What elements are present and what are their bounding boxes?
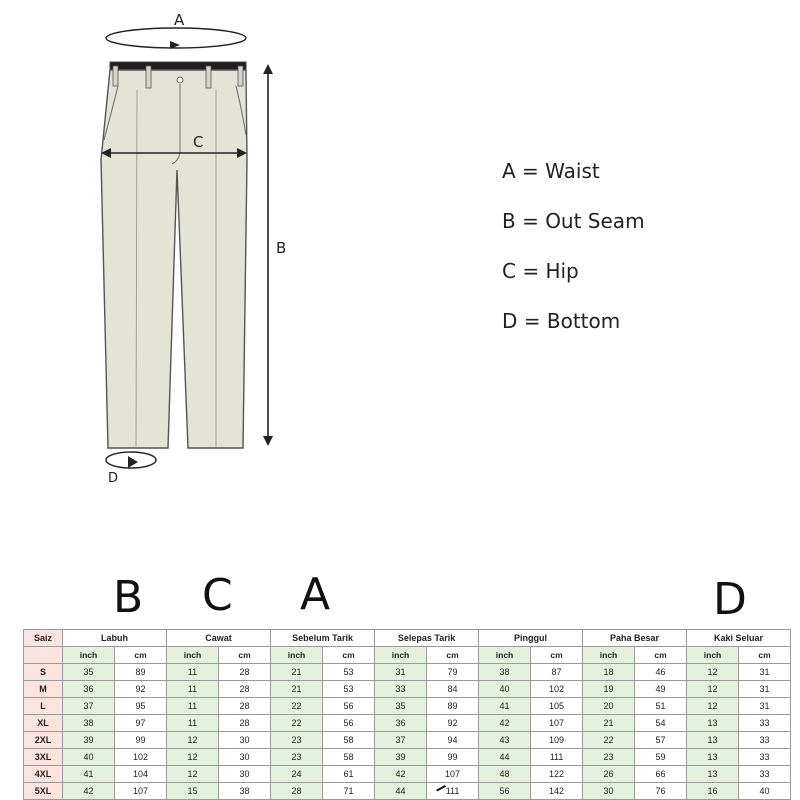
table-unit-header-row [24,647,791,664]
label-c: C [193,133,204,151]
inch-value-cell: 13 [687,732,739,749]
inch-value-cell: 19 [583,681,635,698]
cm-value-cell: 97 [115,715,167,732]
table-row [24,732,791,749]
header-pinggul: Pinggul [479,630,583,647]
cm-value-cell: 28 [219,681,271,698]
column-marker-b: B [113,572,144,623]
cm-value-cell: 30 [219,749,271,766]
pants-body [101,70,247,448]
inch-value-cell: 43 [479,732,531,749]
inch-value-cell: 42 [479,715,531,732]
inch-value-cell: 37 [375,732,427,749]
unit-cm: cm [323,647,375,664]
cm-value-cell: 38 [219,783,271,800]
cm-value-cell: 79 [427,664,479,681]
cm-value-cell: 99 [427,749,479,766]
inch-value-cell: 12 [167,749,219,766]
unit-inch: inch [479,647,531,664]
cm-value-cell: 71 [323,783,375,800]
cm-value-cell: 40 [739,783,791,800]
inch-value-cell: 18 [583,664,635,681]
inch-value-cell: 38 [63,715,115,732]
inch-value-cell: 40 [479,681,531,698]
column-marker-c: C [202,570,233,621]
cm-value-cell: 51 [635,698,687,715]
inch-value-cell: 12 [167,766,219,783]
inch-value-cell: 21 [583,715,635,732]
inch-value-cell: 21 [271,664,323,681]
header-sebelum-tarik: Sebelum Tarik [271,630,375,647]
legend-out-seam: B = Out Seam [502,209,645,233]
cm-value-cell: 33 [739,749,791,766]
label-d: D [108,471,119,486]
cm-value-cell: 109 [531,732,583,749]
inch-value-cell: 12 [687,698,739,715]
cm-value-cell: 102 [531,681,583,698]
cm-value-cell: 28 [219,698,271,715]
inch-value-cell: 33 [375,681,427,698]
inch-value-cell: 12 [687,681,739,698]
cm-value-cell: 31 [739,664,791,681]
size-cell: 2XL [24,732,63,749]
table-row [24,681,791,698]
outseam-arrow-bottom-icon [263,436,273,446]
cm-value-cell: 59 [635,749,687,766]
cm-value-cell: 87 [531,664,583,681]
table-row [24,766,791,783]
cm-value-cell: 76 [635,783,687,800]
size-cell: S [24,664,63,681]
inch-value-cell: 24 [271,766,323,783]
inch-value-cell: 35 [63,664,115,681]
bottom-arrow-icon [128,456,138,468]
unit-cm: cm [115,647,167,664]
measurement-legend [502,155,645,355]
table-row [24,783,791,800]
belt-loop [146,66,151,88]
cm-value-cell: 107 [115,783,167,800]
unit-cm: cm [427,647,479,664]
cm-value-cell: 33 [739,766,791,783]
cm-value-cell: 53 [323,664,375,681]
size-cell: 4XL [24,766,63,783]
unit-inch: inch [375,647,427,664]
inch-value-cell: 40 [63,749,115,766]
label-b: B [276,239,287,257]
inch-value-cell: 44 [375,783,427,800]
cm-value-cell: 111 [531,749,583,766]
waist-button-icon [177,77,183,83]
size-cell: 5XL [24,783,63,800]
inch-value-cell: 11 [167,715,219,732]
belt-loop [238,66,243,86]
table-row [24,664,791,681]
table-group-header-row [24,630,791,647]
inch-value-cell: 39 [63,732,115,749]
inch-value-cell: 56 [479,783,531,800]
cm-value-cell: 49 [635,681,687,698]
size-cell: 3XL [24,749,63,766]
inch-value-cell: 15 [167,783,219,800]
cm-value-cell: 28 [219,715,271,732]
cm-value-cell: 105 [531,698,583,715]
belt-loop [113,66,118,86]
cm-value-cell: 56 [323,715,375,732]
inch-value-cell: 20 [583,698,635,715]
size-chart [23,629,786,800]
inch-value-cell: 21 [271,681,323,698]
legend-hip: C = Hip [502,259,579,283]
cm-value-cell: 99 [115,732,167,749]
inch-value-cell: 11 [167,698,219,715]
size-cell: L [24,698,63,715]
inch-value-cell: 12 [167,732,219,749]
inch-value-cell: 41 [479,698,531,715]
unit-inch: inch [583,647,635,664]
inch-value-cell: 38 [479,664,531,681]
inch-value-cell: 41 [63,766,115,783]
cm-value-cell: 142 [531,783,583,800]
header-selepas-tarik: Selepas Tarik [375,630,479,647]
cm-value-cell: 58 [323,749,375,766]
cm-value-cell: 30 [219,732,271,749]
column-marker-d: D [713,574,747,625]
table-row [24,715,791,732]
inch-value-cell: 31 [375,664,427,681]
inch-value-cell: 22 [271,698,323,715]
cm-value-cell: 94 [427,732,479,749]
header-size: Saiz [24,630,63,647]
size-table-body [24,664,791,800]
cm-value-cell: 33 [739,715,791,732]
cm-value-cell: 111 [427,783,479,800]
inch-value-cell: 44 [479,749,531,766]
column-marker-a: A [300,569,331,620]
cm-value-cell: 58 [323,732,375,749]
cm-value-cell: 104 [115,766,167,783]
cm-value-cell: 92 [427,715,479,732]
table-row [24,698,791,715]
inch-value-cell: 23 [271,749,323,766]
cm-value-cell: 107 [531,715,583,732]
unit-inch: inch [63,647,115,664]
inch-value-cell: 22 [583,732,635,749]
cm-value-cell: 107 [427,766,479,783]
cm-value-cell: 56 [323,698,375,715]
header-size-blank [24,647,63,664]
size-table [23,629,791,800]
inch-value-cell: 26 [583,766,635,783]
inch-value-cell: 37 [63,698,115,715]
inch-value-cell: 42 [375,766,427,783]
header-labuh: Labuh [63,630,167,647]
inch-value-cell: 28 [271,783,323,800]
inch-value-cell: 11 [167,681,219,698]
unit-inch: inch [167,647,219,664]
inch-value-cell: 36 [375,715,427,732]
inch-value-cell: 30 [583,783,635,800]
cm-value-cell: 122 [531,766,583,783]
belt-loop [206,66,211,88]
cm-value-cell: 61 [323,766,375,783]
outseam-arrow-top-icon [263,64,273,74]
inch-value-cell: 36 [63,681,115,698]
inch-value-cell: 13 [687,766,739,783]
unit-inch: inch [687,647,739,664]
inch-value-cell: 13 [687,715,739,732]
cm-value-cell: 66 [635,766,687,783]
header-cawat: Cawat [167,630,271,647]
size-cell: XL [24,715,63,732]
cm-value-cell: 30 [219,766,271,783]
inch-value-cell: 22 [271,715,323,732]
inch-value-cell: 48 [479,766,531,783]
cm-value-cell: 57 [635,732,687,749]
inch-value-cell: 23 [271,732,323,749]
inch-value-cell: 39 [375,749,427,766]
cm-value-cell: 92 [115,681,167,698]
cm-value-cell: 31 [739,681,791,698]
cm-value-cell: 89 [427,698,479,715]
cm-value-cell: 33 [739,732,791,749]
cm-value-cell: 28 [219,664,271,681]
cm-value-cell: 95 [115,698,167,715]
legend-bottom: D = Bottom [502,309,621,333]
cm-value-cell: 46 [635,664,687,681]
cm-value-cell: 54 [635,715,687,732]
unit-inch: inch [271,647,323,664]
unit-cm: cm [219,647,271,664]
size-cell: M [24,681,63,698]
label-a: A [174,11,185,29]
table-row [24,749,791,766]
cm-value-cell: 89 [115,664,167,681]
header-paha-besar: Paha Besar [583,630,687,647]
inch-value-cell: 16 [687,783,739,800]
inch-value-cell: 35 [375,698,427,715]
unit-cm: cm [739,647,791,664]
inch-value-cell: 13 [687,749,739,766]
unit-cm: cm [531,647,583,664]
inch-value-cell: 11 [167,664,219,681]
header-kaki-seluar: Kaki Seluar [687,630,791,647]
cm-value-cell: 102 [115,749,167,766]
inch-value-cell: 42 [63,783,115,800]
cm-value-cell: 84 [427,681,479,698]
cm-value-cell: 53 [323,681,375,698]
cm-value-cell: 31 [739,698,791,715]
unit-cm: cm [635,647,687,664]
legend-waist: A = Waist [502,159,600,183]
inch-value-cell: 12 [687,664,739,681]
inch-value-cell: 23 [583,749,635,766]
